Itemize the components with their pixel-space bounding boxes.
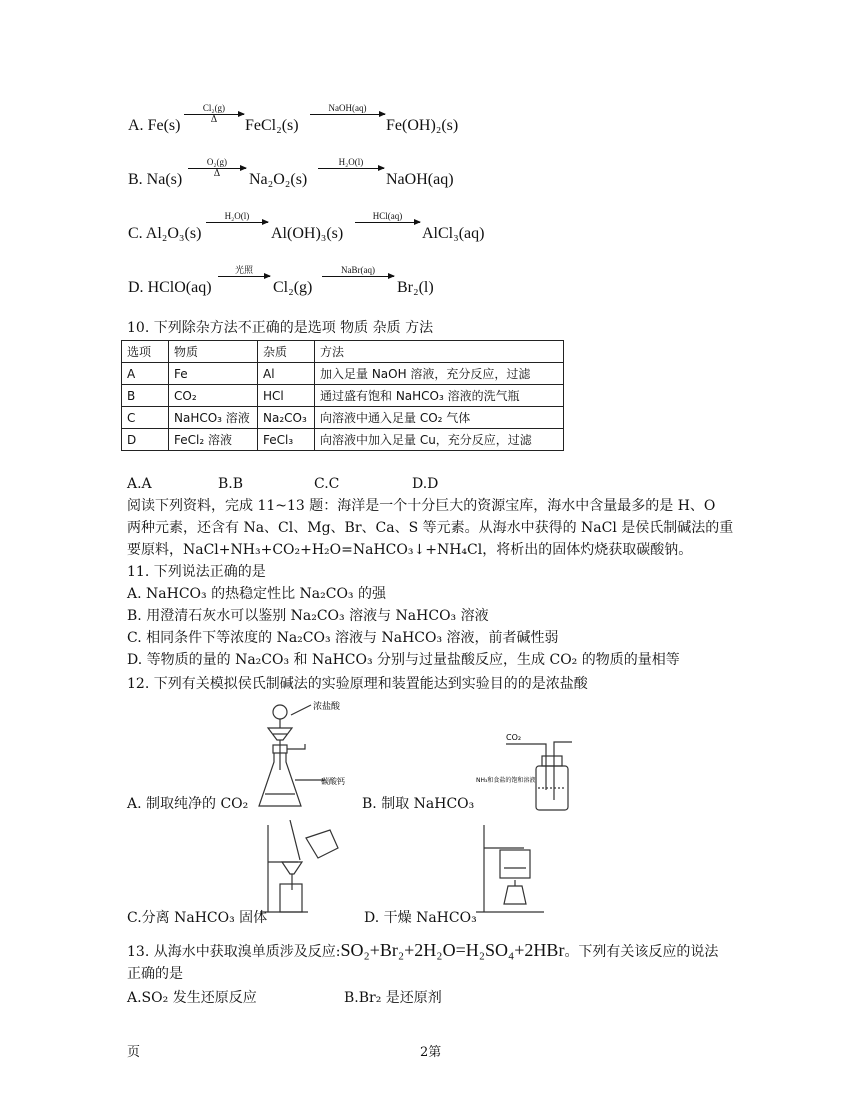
table-cell: HCl [258,385,315,407]
product: Br₂(l) [397,279,434,296]
apparatus-nahco3-bottle [476,730,576,815]
intermediate: Cl₂(g) [273,279,313,296]
table-header: 选项 [122,341,169,363]
label-conc-hcl: 浓盐酸 [313,702,341,712]
reactant: Al₂O₃(s) [145,225,202,242]
answer-c: C.C [314,476,340,492]
answer-d: D.D [412,476,439,492]
table-row [122,429,564,451]
reaction-arrow [355,211,420,223]
table-cell: CO₂ [169,385,258,407]
question-11-option: A. NaHCO₃ 的热稳定性比 Na₂CO₃ 的强 [127,586,386,602]
arrow-condition: Cl₂(g) [202,103,226,113]
passage-line: 要原料，NaCl+NH₃+CO₂+H₂O=NaHCO₃↓+NH₄Cl，将析出的固体灼烧获取碳酸钠。 [127,542,693,558]
label-caco3: 碳酸钙 [321,777,345,786]
intermediate: Al(OH)₃(s) [271,225,344,242]
table-cell: 加入足量 NaOH 溶液，充分反应，过滤 [315,363,564,385]
question-13-stem-end: 。下列有关该反应的说法 [564,944,719,960]
passage-line: 两种元素，还含有 Na、Cl、Mg、Br、Ca、S 等元素。从海水中获得的 NaCl 是侯氏制碱法的重 [127,520,734,536]
table-row [122,385,564,407]
reaction-arrow [322,265,394,277]
option-letter: A. [128,117,144,134]
reaction-arrow [218,265,270,277]
reaction-equation: SO₂+Br₂+2H₂O=H₂SO₄+2HBr [340,940,565,960]
reaction-arrow [206,211,268,223]
intermediate: FeCl₂(s) [245,117,299,134]
option-letter: C. [128,225,143,242]
question-13-line1 [127,940,718,962]
table-cell: Fe [169,363,258,385]
arrow-condition: H₂O(l) [224,211,250,221]
table-cell: FeCl₂ 溶液 [169,429,258,451]
apparatus-filtration [258,820,358,916]
question-11-option: B. 用澄清石灰水可以鉴别 Na₂CO₃ 溶液与 NaHCO₃ 溶液 [127,608,489,624]
passage-line: 阅读下列资料，完成 11~13 题：海洋是一个十分巨大的资源宝库，海水中含量最多的是 H、O [127,498,716,514]
arrow-condition: O₂(g) [206,157,228,167]
arrow-condition: NaBr(aq) [341,265,375,275]
arrow-condition: NaOH(aq) [328,103,367,113]
table-cell: 通过盛有饱和 NaHCO₃ 溶液的洗气瓶 [315,385,564,407]
question-12-option-b: B. 制取 NaHCO₃ [362,796,475,812]
arrow-condition-below: Δ [213,169,221,179]
arrow-condition-below: Δ [210,115,218,125]
product: Fe(OH)₂(s) [386,117,459,134]
question-12-title: 12. 下列有关模拟侯氏制碱法的实验原理和装置能达到实验目的的是浓盐酸 [127,676,588,692]
table-cell: Al [258,363,315,385]
reaction-arrow [184,103,244,125]
question-13-stem: 13. 从海水中获取溴单质涉及反应: [127,944,341,960]
question-13-option-a: A.SO₂ 发生还原反应 [127,990,257,1006]
table-header: 杂质 [258,341,315,363]
arrow-condition: H₂O(l) [338,157,364,167]
table-row [122,363,564,385]
question-12-option-c: C.分离 NaHCO₃ 固体 [127,910,268,926]
table-cell: A [122,363,169,385]
answer-b: B.B [218,476,244,492]
reaction-arrow [188,157,246,179]
answer-a: A.A [127,476,152,492]
question-11-title: 11. 下列说法正确的是 [127,564,266,580]
question-11-option: D. 等物质的量的 Na₂CO₃ 和 NaHCO₃ 分别与过量盐酸反应，生成 CO₂ 的物质的量相等 [127,652,680,668]
table-header: 物质 [169,341,258,363]
table-cell: D [122,429,169,451]
table-cell: FeCl₃ [258,429,315,451]
table-row [122,407,564,429]
table-cell: C [122,407,169,429]
apparatus-heating [474,820,554,916]
option-letter: D. [128,279,144,296]
question-10-title: 10. 下列除杂方法不正确的是选项 物质 杂质 方法 [127,320,434,336]
question-12-option-d: D. 干燥 NaHCO₃ [364,910,477,926]
table-cell: 向溶液中通入足量 CO₂ 气体 [315,407,564,429]
reaction-arrow [318,157,384,169]
reactant: Na(s) [146,171,183,188]
question-13-option-b: B.Br₂ 是还原剂 [344,990,442,1006]
table-cell: Na₂CO₃ [258,407,315,429]
table-cell: B [122,385,169,407]
question-12-option-a: A. 制取纯净的 CO₂ [127,796,249,812]
arrow-condition: 光照 [234,265,253,275]
footer-left: 页 [127,1045,141,1060]
arrow-condition: HCl(aq) [372,211,403,221]
reactant: HClO(aq) [147,279,212,296]
page-number: 2第 [420,1045,442,1060]
table-cell: 向溶液中加入足量 Cu，充分反应，过滤 [315,429,564,451]
table-header-row [122,341,564,363]
question-11-option: C. 相同条件下等浓度的 Na₂CO₃ 溶液与 NaHCO₃ 溶液，前者碱性弱 [127,630,559,646]
table-header: 方法 [315,341,564,363]
option-letter: B. [128,171,143,188]
table-cell: NaHCO₃ 溶液 [169,407,258,429]
apparatus-co2-generator [255,700,365,812]
intermediate: Na₂O₂(s) [249,171,308,188]
reactant: Fe(s) [147,117,181,134]
product: NaOH(aq) [386,171,454,188]
reaction-arrow [310,103,385,115]
label-nh3-salt: NH₃和食盐的饱和溶液 [476,777,536,784]
question-13-line2: 正确的是 [127,966,183,982]
label-co2: CO₂ [506,733,522,742]
product: AlCl₃(aq) [422,225,485,242]
impurity-table [121,340,564,451]
